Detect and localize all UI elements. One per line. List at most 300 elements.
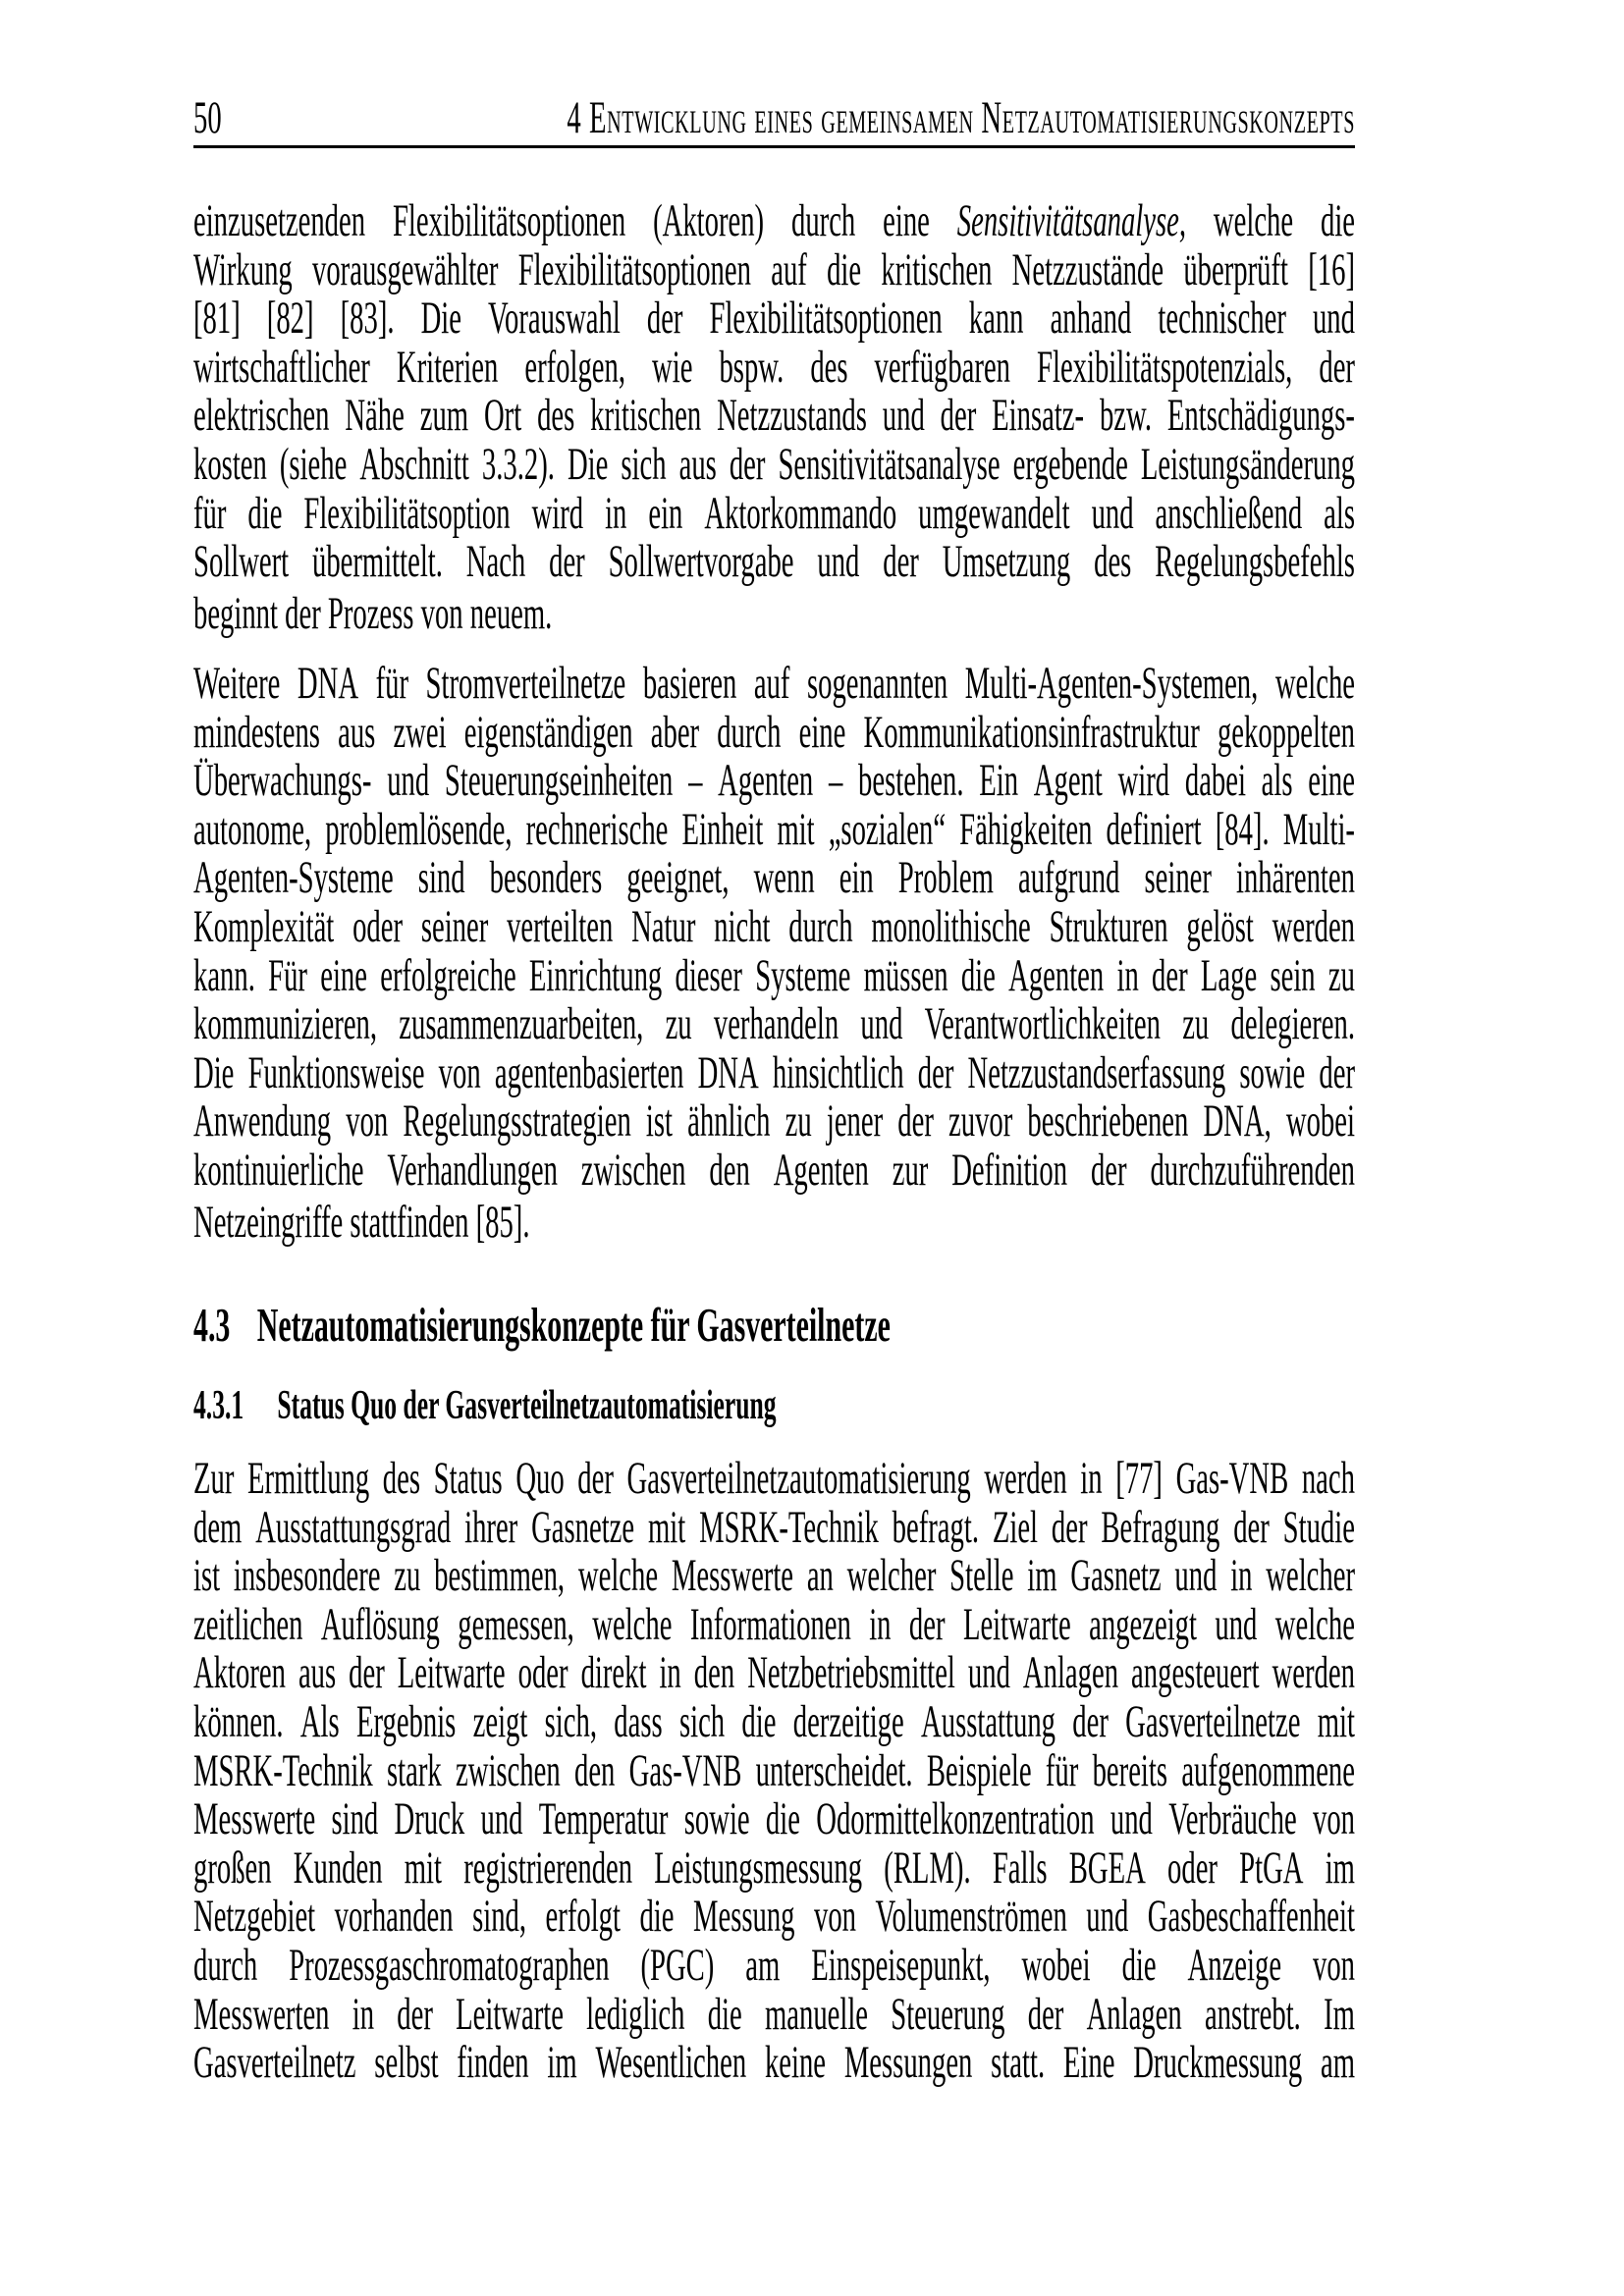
word: Multi-Agenten-Systemen, <box>964 658 1259 709</box>
text-line <box>193 900 1356 952</box>
word: bspw. <box>719 341 785 393</box>
word: besonders <box>489 852 603 904</box>
text-line <box>193 854 1355 903</box>
word: Flexibilitätsoptionen <box>392 195 626 246</box>
word: technischer <box>1158 293 1286 345</box>
word: Kommunikationsinfrastruktur <box>863 706 1200 758</box>
word: Abschnitt <box>359 438 469 490</box>
word: [81] <box>193 293 241 345</box>
word: mindestens <box>193 706 320 758</box>
word: des <box>537 390 575 442</box>
word: und <box>860 998 903 1050</box>
word: Quo <box>515 1453 565 1504</box>
word: Umsetzung <box>942 536 1071 588</box>
word: zeitlichen <box>193 1598 303 1650</box>
word: sowie <box>1239 1046 1306 1098</box>
word: sich <box>621 438 667 490</box>
word: delegieren. <box>1230 998 1356 1050</box>
word: agentenbasierten <box>494 1046 684 1098</box>
word: Vorauswahl <box>488 293 621 345</box>
word: zur <box>892 1144 929 1196</box>
word: und <box>1312 293 1355 345</box>
emphasized-word: Sensitivitätsanalyse, <box>956 195 1187 246</box>
word: sein <box>1270 949 1316 1001</box>
word: sich <box>678 1695 726 1747</box>
paragraph-flexibility-options <box>193 195 1356 639</box>
word: den <box>573 1744 616 1796</box>
section-title: Netzautomatisierungskonzepte für Gasverteilnetze <box>256 1298 891 1352</box>
text-line <box>193 294 1355 344</box>
word: ist <box>193 1550 221 1602</box>
word: in <box>605 487 627 539</box>
word: autonome, <box>193 803 312 855</box>
word: Ein <box>979 755 1019 807</box>
word: jener <box>826 1095 884 1148</box>
word: kritischen <box>881 243 993 295</box>
word: eine <box>1308 755 1355 807</box>
word: oder <box>352 900 404 952</box>
running-title: 4 Entwicklung eines gemeinsamen Netzautomatisierungskonzepts <box>567 92 1356 143</box>
word: den <box>709 1144 750 1196</box>
text-line <box>193 1552 1355 1601</box>
word: Druckmessung <box>1133 2037 1303 2089</box>
word: Systeme <box>755 949 851 1001</box>
page-number: 50 <box>193 92 222 143</box>
word: der <box>1072 1695 1109 1747</box>
word: zu <box>394 1550 421 1602</box>
word: nicht <box>714 900 771 952</box>
word: Gasverteilnetze <box>1125 1695 1301 1747</box>
word: Leitwarte <box>456 1988 564 2040</box>
word: und <box>1091 487 1134 539</box>
word: zum <box>419 390 469 442</box>
paragraph-multi-agent-systems <box>193 658 1356 1248</box>
word: die <box>247 487 283 539</box>
word: Multi- <box>1282 803 1355 855</box>
word: „sozialen“ <box>828 803 947 855</box>
word: wobei <box>1285 1095 1355 1148</box>
word: inhärenten <box>1235 852 1355 904</box>
word: und <box>387 755 430 807</box>
word: welche <box>1274 658 1356 709</box>
word: kommunizieren, <box>193 998 378 1050</box>
word: die <box>1320 195 1356 246</box>
word: dieser <box>675 949 742 1001</box>
text-line <box>193 1455 1355 1504</box>
word: Einspeisepunkt, <box>811 1939 991 1991</box>
word: erfolgreiche <box>380 949 516 1001</box>
word: mit <box>404 1842 442 1894</box>
subsection-number: 4.3.1 <box>193 1383 244 1428</box>
word: nach <box>1301 1453 1355 1504</box>
word: Anlagen <box>1022 1647 1119 1699</box>
text-line <box>193 1939 1356 1991</box>
paragraph-status-quo-gas <box>193 1455 1355 2088</box>
word: aus <box>338 706 376 758</box>
word: Einheit <box>681 803 764 855</box>
word: Netzbetriebsmittel <box>747 1647 955 1699</box>
word: [82] <box>266 293 314 345</box>
word: Leistungsmessung <box>654 1842 863 1894</box>
word: auf <box>771 243 807 295</box>
word: Agenten <box>1008 949 1105 1001</box>
word: elektrischen <box>193 390 330 442</box>
word: Messungen <box>843 2037 973 2089</box>
section-number: 4.3 <box>193 1298 231 1352</box>
word: bestehen. <box>858 755 964 807</box>
word: Regelungsbefehls <box>1155 536 1355 588</box>
word: DNA <box>297 658 359 709</box>
word: [85]. <box>475 1196 530 1248</box>
word: finden <box>457 2037 529 2089</box>
word: Ort <box>483 390 522 442</box>
word: (RLM). <box>884 1842 971 1894</box>
word: anstrebt. <box>1204 1988 1301 2040</box>
word: wenn <box>753 852 815 904</box>
word: der <box>1319 341 1355 393</box>
word: zwischen <box>456 1744 561 1796</box>
word: selbst <box>374 2037 439 2089</box>
word: MSRK-Technik <box>699 1501 879 1553</box>
word: Überwachungs- <box>193 755 372 807</box>
word: anschließend <box>1155 487 1303 539</box>
word: Die <box>420 293 461 345</box>
word: welche <box>1213 195 1294 246</box>
word: sind <box>417 852 465 904</box>
word: der <box>1090 1144 1127 1196</box>
word: Studie <box>1282 1501 1355 1553</box>
word: Nach <box>465 536 526 588</box>
word: Agenten <box>773 1144 869 1196</box>
word: der <box>908 1598 946 1650</box>
word: in <box>869 1598 892 1650</box>
word: Flexibilitätsoptionen <box>517 243 751 295</box>
word: Regelungsstrategien <box>403 1095 631 1148</box>
word: Gasnetz <box>1070 1550 1162 1602</box>
word: Anwendung <box>193 1095 332 1148</box>
word: der <box>1051 1501 1088 1553</box>
word: seiner <box>1144 852 1212 904</box>
text-line <box>193 660 1355 709</box>
word: – <box>688 755 703 807</box>
word: Im <box>1324 1988 1355 2040</box>
word: großen <box>193 1842 272 1894</box>
word: Druck <box>394 1793 465 1845</box>
word: der <box>729 438 766 490</box>
word: der <box>940 390 977 442</box>
word: Stromverteilnetze <box>425 658 626 709</box>
word: Status <box>433 1453 503 1504</box>
word: an <box>806 1550 834 1602</box>
subsection-title: Status Quo der Gasverteilnetzautomatisierung <box>277 1383 777 1428</box>
text-line <box>193 1744 1355 1796</box>
word: Die <box>567 438 609 490</box>
word: Ausstattung <box>921 1695 1056 1747</box>
word: oder <box>517 1647 568 1699</box>
header-rule <box>193 145 1355 148</box>
word: wie <box>652 341 693 393</box>
word: für <box>1045 1744 1079 1796</box>
word: der <box>897 1095 934 1148</box>
word: in <box>1080 1453 1103 1504</box>
word: rechnerische <box>525 803 669 855</box>
word: [16] <box>1308 243 1356 295</box>
section-heading-4-3 <box>193 1296 1355 1355</box>
word: problemlösende, <box>325 803 513 855</box>
word: keine <box>764 2037 827 2089</box>
word: sind, <box>472 1891 527 1943</box>
word: ein <box>839 852 874 904</box>
word: in <box>1116 949 1139 1001</box>
word: welcher <box>1266 1550 1355 1602</box>
word: wirtschaftlicher <box>193 341 370 393</box>
word: seiner <box>420 900 489 952</box>
word: umgewandelt <box>918 487 1070 539</box>
text-line <box>193 1649 1355 1698</box>
word: der <box>1233 1501 1270 1553</box>
word: der <box>883 536 919 588</box>
word: manuelle <box>764 1988 869 2040</box>
word: Temperatur <box>538 1793 669 1845</box>
word: können. <box>193 1695 284 1747</box>
text-line <box>193 1000 1355 1049</box>
word: beschriebenen <box>1027 1095 1189 1148</box>
word: Flexibilitätspotenzials, <box>1037 341 1293 393</box>
text-line <box>193 1501 1355 1553</box>
word: eine <box>883 195 930 246</box>
word: Kriterien <box>396 341 499 393</box>
word: in <box>352 1988 375 2040</box>
word: zu <box>1327 949 1355 1001</box>
word: dass <box>614 1695 663 1747</box>
word: die <box>741 1695 777 1747</box>
word: durch <box>791 195 856 246</box>
word: ergebende <box>1012 438 1128 490</box>
word: kontinuierliche <box>193 1144 364 1196</box>
text-line <box>193 341 1355 393</box>
word: Strukturen <box>1049 900 1168 952</box>
text-line <box>193 1144 1355 1196</box>
word: mit <box>648 1501 686 1553</box>
word: sind <box>331 1793 379 1845</box>
text-line <box>193 949 1355 1001</box>
word: oder <box>1167 1842 1218 1894</box>
text-line <box>193 1893 1355 1942</box>
word: Komplexität <box>193 900 335 952</box>
word: Sollwert <box>193 536 290 588</box>
word: bereits <box>1092 1744 1168 1796</box>
word: (siehe <box>279 438 348 490</box>
word: verfügbaren <box>874 341 1011 393</box>
word: Flexibilitätsoptionen <box>709 293 943 345</box>
word: Eine <box>1062 2037 1115 2089</box>
word: kann <box>968 293 1024 345</box>
word: auf <box>753 658 790 709</box>
word: welche <box>592 1598 673 1650</box>
word: angezeigt <box>1089 1598 1197 1650</box>
word: insbesondere <box>233 1550 381 1602</box>
word: Wesentlichen <box>595 2037 747 2089</box>
text-line <box>193 1795 1355 1844</box>
text-line <box>193 803 1355 855</box>
word: Flexibilitätsoption <box>303 487 511 539</box>
word: des <box>382 1453 421 1504</box>
text-line <box>193 197 1355 246</box>
word: BGEA <box>1068 1842 1146 1894</box>
word: welche <box>577 1550 659 1602</box>
word: aber <box>650 706 700 758</box>
word: statt. <box>991 2037 1046 2089</box>
word: Aktoren <box>193 1647 286 1699</box>
word: Gas-VNB <box>628 1744 742 1796</box>
word: der <box>349 1647 385 1699</box>
word: Netzzustände <box>1011 243 1164 295</box>
word: mit <box>1317 1695 1355 1747</box>
word: unterscheidet. <box>755 1744 913 1796</box>
word: erfolgen, <box>524 341 626 393</box>
word: durch <box>193 1939 258 1991</box>
word: werden <box>984 1453 1067 1504</box>
word: und <box>967 1647 1010 1699</box>
word: Gas-VNB <box>1175 1453 1289 1504</box>
word: geeignet, <box>626 852 730 904</box>
word: aus <box>678 438 717 490</box>
word: der <box>646 293 683 345</box>
word: und <box>1086 1891 1129 1943</box>
word: zu <box>665 998 692 1050</box>
word: mit <box>777 803 815 855</box>
text-line <box>193 243 1356 295</box>
word: wird <box>1117 755 1170 807</box>
word: der <box>285 587 321 639</box>
word: Entschädigungs- <box>1166 390 1355 442</box>
word: ihrer <box>464 1501 518 1553</box>
word: der <box>577 1453 614 1504</box>
word: Ziel <box>992 1501 1039 1553</box>
word: Zur <box>193 1453 235 1504</box>
text-line <box>193 1598 1355 1650</box>
word: des <box>810 341 848 393</box>
word: sich, <box>544 1695 597 1747</box>
word: im <box>1325 1842 1355 1894</box>
word: Messwerte <box>193 1793 316 1845</box>
word: Fähigkeiten <box>959 803 1093 855</box>
word: Anlagen <box>1086 1988 1182 2040</box>
word: des <box>1094 536 1132 588</box>
word: der <box>549 536 585 588</box>
word: Einrichtung <box>528 949 663 1001</box>
word: am <box>745 1939 781 1991</box>
word: angesteuert <box>1131 1647 1260 1699</box>
word: Informationen <box>689 1598 851 1650</box>
word: Für <box>268 949 307 1001</box>
word: DNA, <box>1203 1095 1272 1148</box>
word: Ermittlung <box>247 1453 370 1504</box>
word: sowie <box>683 1793 750 1845</box>
word: Gasverteilnetzautomatisierung <box>626 1453 971 1504</box>
word: basieren <box>642 658 737 709</box>
word: Anzeige <box>1187 1939 1282 1991</box>
word: Natur <box>631 900 696 952</box>
word: MSRK-Technik <box>193 1744 373 1796</box>
word: Gasnetze <box>531 1501 635 1553</box>
word: von <box>1312 1793 1355 1845</box>
word: aufgrund <box>1017 852 1120 904</box>
word: der <box>1027 1988 1064 2040</box>
word: Stelle <box>949 1550 1014 1602</box>
word: und <box>1110 1793 1153 1845</box>
word: in <box>659 1647 681 1699</box>
page-header <box>193 94 1355 143</box>
word: den <box>693 1647 735 1699</box>
text-line <box>193 2039 1355 2088</box>
word: Weitere <box>193 658 281 709</box>
word: die <box>827 243 862 295</box>
word: die <box>707 1988 742 2040</box>
word: Messung <box>692 1891 795 1943</box>
word: als <box>1261 755 1293 807</box>
word: Verbräuche <box>1168 1793 1297 1845</box>
word: vorhanden <box>334 1891 454 1943</box>
text-line <box>193 757 1355 806</box>
word: Lage <box>1200 949 1258 1001</box>
word: und <box>882 390 925 442</box>
word: Auflösung <box>320 1598 440 1650</box>
word: befragt. <box>892 1501 979 1553</box>
word: der <box>1152 949 1188 1001</box>
word: und <box>817 536 860 588</box>
word: Problem <box>897 852 994 904</box>
word: aus <box>298 1647 337 1699</box>
word: PtGA <box>1239 1842 1304 1894</box>
text-line <box>193 1988 1355 2040</box>
word: müssen <box>863 949 948 1001</box>
text-line <box>193 706 1356 758</box>
word: beginnt <box>193 587 278 639</box>
text-line <box>193 587 1355 639</box>
word: vorausgewählter <box>312 243 499 295</box>
word: von <box>420 587 463 639</box>
word: monolithische <box>871 900 1031 952</box>
word: überprüft <box>1183 243 1288 295</box>
word: und <box>1174 1550 1218 1602</box>
word: wird <box>531 487 584 539</box>
word: Die <box>193 1046 235 1098</box>
word: Agent <box>1033 755 1103 807</box>
word: von <box>1313 1939 1356 1991</box>
word: von <box>346 1095 389 1148</box>
word: Falls <box>992 1842 1048 1894</box>
word: welche <box>1274 1598 1355 1650</box>
word: Messwerten <box>193 1988 330 2040</box>
word: Steuerung <box>891 1988 1005 2040</box>
word: [84]. <box>1215 803 1270 855</box>
word: durch <box>788 900 853 952</box>
word: durchzuführenden <box>1150 1144 1355 1196</box>
word: Wirkung <box>193 243 293 295</box>
word: Befragung <box>1101 1501 1220 1553</box>
word: zusammenzuarbeiten, <box>399 998 644 1050</box>
text-line <box>193 1844 1355 1894</box>
word: Agenten <box>718 755 814 807</box>
text-line <box>193 487 1355 539</box>
word: zuvor <box>948 1095 1013 1148</box>
word: stattfinden <box>350 1196 469 1248</box>
word: direkt <box>580 1647 647 1699</box>
word: Messwerte <box>671 1550 794 1602</box>
word: Beispiele <box>926 1744 1032 1796</box>
word: Netzzustandserfassung <box>967 1046 1226 1098</box>
